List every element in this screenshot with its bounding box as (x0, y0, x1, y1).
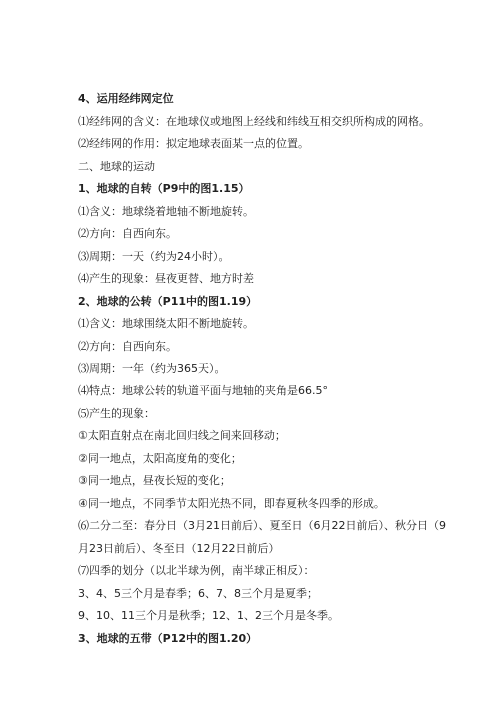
heading-five-zones: 3、地球的五带（P12中的图1.20） (78, 632, 258, 645)
text-line: ⑵经纬网的作用：拟定地球表面某一点的位置。 (78, 137, 309, 150)
heading-revolution: 2、地球的公转（P11中的图1.19） (78, 295, 258, 308)
text-line: ⑴含义：地球绕着地轴不断地旋转。 (78, 205, 254, 218)
text-line: ⑷产生的现象：昼夜更替、地方时差 (78, 272, 254, 285)
text-line: 月23日前后）、冬至日（12月22日前后） (78, 542, 280, 555)
heading-rotation: 1、地球的自转（P9中的图1.15） (78, 182, 250, 195)
text-line: ⑺四季的划分（以北半球为例，南半球正相反）： (78, 564, 315, 577)
text-line: 9、10、11三个月是秋季；12、1、2三个月是冬季。 (78, 609, 339, 622)
text-line: ④同一地点，不同季节太阳光热不同，即春夏秋冬四季的形成。 (78, 497, 385, 510)
heading-latlon-positioning: 4、运用经纬网定位 (78, 92, 174, 105)
text-line: ⑵方向：自西向东。 (78, 340, 177, 353)
text-line: ⑸产生的现象： (78, 407, 155, 420)
text-line: ⑴经纬网的含义：在地球仪或地图上经线和纬线互相交织所构成的网格。 (78, 115, 430, 128)
text-line: ⑴含义：地球围绕太阳不断地旋转。 (78, 317, 254, 330)
text-line: ②同一地点，太阳高度角的变化； (78, 452, 242, 465)
text-line: ①太阳直射点在南北回归线之间来回移动； (78, 429, 286, 442)
text-line: ⑷特点：地球公转的轨道平面与地轴的夹角是66.5° (78, 384, 328, 397)
text-line: 3、4、5三个月是春季；6、7、8三个月是夏季； (78, 587, 318, 600)
text-line: ⑵方向：自西向东。 (78, 227, 177, 240)
text-line: ⑹二分二至：春分日（3月21日前后）、夏至日（6月22日前后）、秋分日（9 (78, 519, 446, 532)
section-heading-earth-motion: 二、地球的运动 (78, 160, 155, 173)
text-line: ⑶周期：一天（约为24小时）。 (78, 250, 230, 263)
text-line: ⑶周期：一年（约为365天）。 (78, 362, 226, 375)
text-line: ③同一地点，昼夜长短的变化； (78, 474, 231, 487)
